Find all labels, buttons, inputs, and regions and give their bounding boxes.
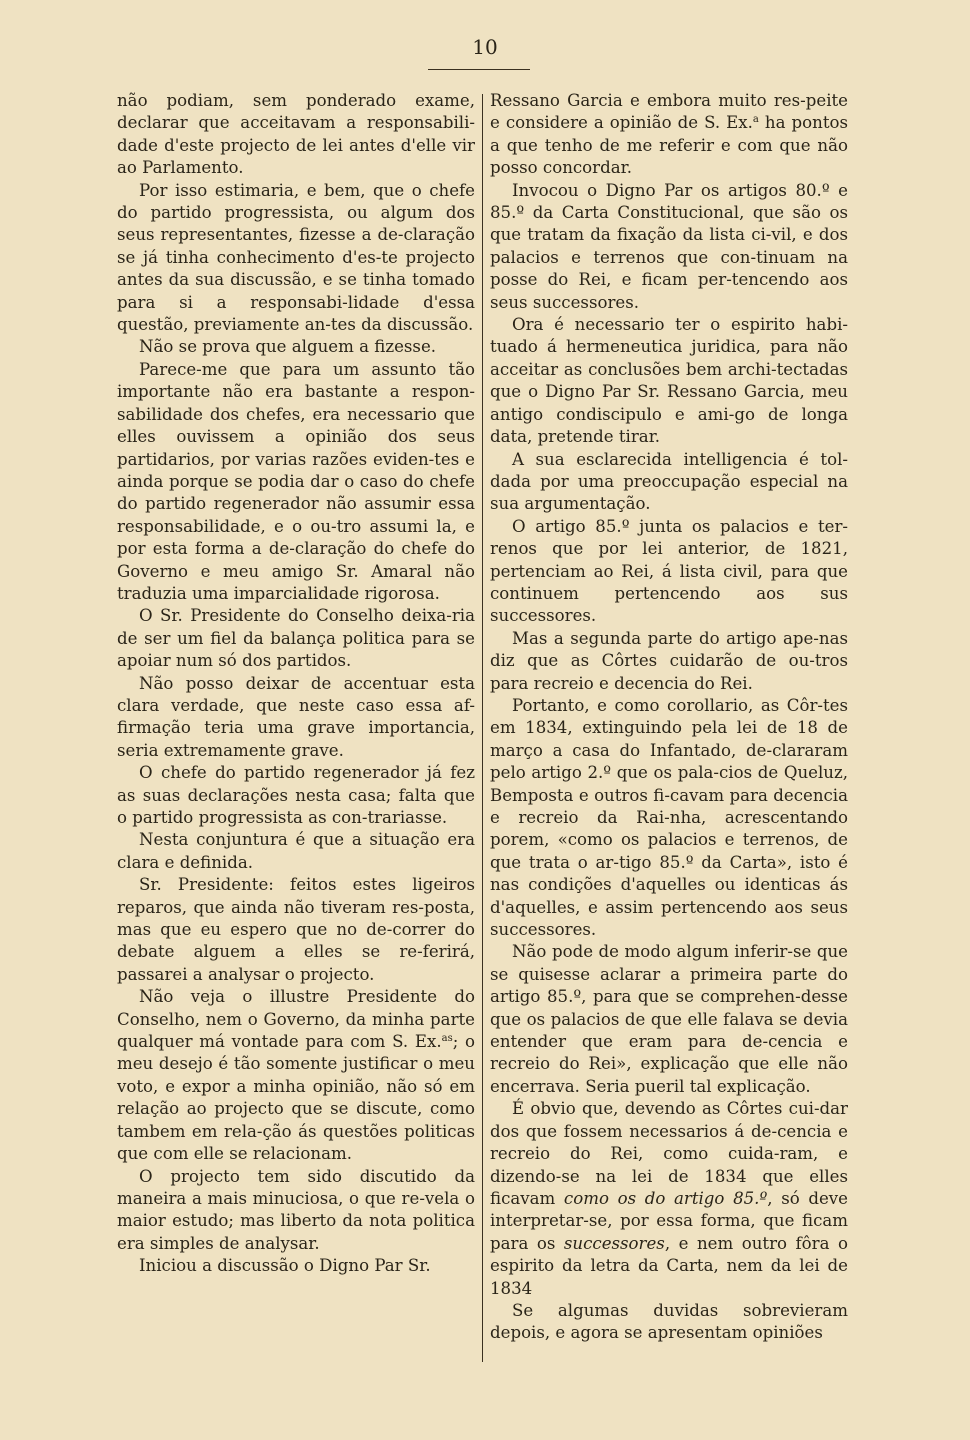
text-run: , e nem outro fôra o espirito da letra da Carta, nem da lei de 1834 [490, 1233, 848, 1298]
text-run: ha pontos a que tenho de me referir e com que não posso concordar. [490, 113, 849, 178]
text-run: É obvio que, devendo as Côrtes cui-dar dos que fossem necessarios á de-cencia e recreio do Rei, como cuida-ram, e dizendo-se na lei de 1834 que elles ficavam [490, 1099, 848, 1208]
superscript: as [441, 1033, 453, 1045]
paragraph: não podiam, sem ponderado exame, declarar que acceitavam a responsabili-dade d'este projecto de lei antes d'elle vir ao Parlamento. [117, 91, 475, 178]
paragraph: A sua esclarecida intelligencia é tol-dada por uma preoccupação especial na sua argumentação. [490, 449, 848, 514]
italic-text: successores [563, 1233, 665, 1253]
header-rule [428, 69, 530, 70]
column-divider [482, 94, 483, 1362]
paragraph: Ora é necessario ter o espirito habi-tuado á hermeneutica juridica, para não acceitar as conclusões bem archi-tectadas que o Digno Par Sr. Ressano Garcia, meu antigo condiscipulo e ami-go de longa data, pretende tirar. [490, 315, 848, 447]
paragraph: Sr. Presidente: feitos estes ligeiros reparos, que ainda não tiveram res-posta, mas que eu espero que no de-correr do debate alguem a elles se re-ferirá, passarei a analysar o projecto. [117, 875, 475, 984]
paragraph: Portanto, e como corollario, as Côr-tes em 1834, extinguindo pela lei de 18 de março a casa do Infantado, de-clararam pelo artigo 2.º que os pala-cios de Queluz, Bemposta e outros fi-cavam para decencia e recreio da Rai-nha, acrescentando porem, «como os palacios e terrenos, de que trata o ar-tigo 85.º da Carta», isto é nas condições d'aquelles ou identicas ás d'aquelles, e assim pertencendo aos seus successores. [490, 695, 848, 940]
paragraph: Por isso estimaria, e bem, que o chefe do partido progressista, ou algum dos seus representantes, fizesse a de-claração se já tinha conhecimento d'es-te projecto antes da sua discussão, e se tinha tomado para si a responsabi-lidade d'essa questão, previamente an-tes da discussão. [117, 180, 475, 335]
paragraph [490, 90, 848, 180]
paragraph: O artigo 85.º junta os palacios e ter-renos que por lei anterior, de 1821, pertenciam ao Rei, á lista civil, para que continuem pertencendo aos sus successores. [490, 516, 848, 626]
superscript: a [752, 114, 759, 126]
paragraph: Mas a segunda parte do artigo ape-nas diz que as Côrtes cuidarão de ou-tros para recreio e decencia do Rei. [490, 628, 848, 693]
left-column [117, 90, 475, 1278]
paragraph: Nesta conjuntura é que a situação era clara e definida. [117, 830, 475, 872]
paragraph: Não se prova que alguem a fizesse. [139, 337, 437, 357]
italic-text: como os do artigo 85.º [563, 1188, 768, 1208]
paragraph [117, 986, 475, 1165]
text-run: Não veja o illustre Presidente do Conselho, nem o Governo, da minha parte qualquer má vontade para com S. Ex. [117, 987, 475, 1052]
text-run: Ressano Garcia e embora muito res-peite e considere a opinião de S. Ex. [490, 91, 848, 133]
paragraph: O chefe do partido regenerador já fez as suas declarações nesta casa; falta que o partido progressista as con-trariasse. [117, 763, 475, 827]
paragraph: Não posso deixar de accentuar esta clara verdade, que neste caso essa af-firmação teria uma grave importancia, seria extremamente grave. [117, 673, 475, 760]
paragraph: O Sr. Presidente do Conselho deixa-ria de ser um fiel da balança politica para se apoiar num só dos partidos. [117, 606, 475, 671]
right-column [490, 90, 848, 1345]
paragraph: O projecto tem sido discutido da maneira a mais minuciosa, o que re-vela o maior estudo; mas liberto da nota politica era simples de analysar. [117, 1166, 475, 1253]
text-run: ; o meu desejo é tão somente justificar o meu voto, e expor a minha opinião, não só em relação ao projecto que se discute, como tambem em rela-ção ás questões politicas que com elle se relacionam. [117, 1032, 476, 1164]
paragraph: Não pode de modo algum inferir-se que se quisesse aclarar a primeira parte do artigo 85.º, para que se comprehen-desse que os palacios de que elle falava se devia entender que eram para de-cencia e recreio do Rei», explicação que elle não encerrava. Seria pueril tal explicação. [490, 942, 848, 1096]
paragraph: Parece-me que para um assunto tão importante não era bastante a respon-sabilidade dos chefes, era necessario que elles ouvissem a opinião dos seus partidarios, por varias razões eviden-tes e ainda porque se podia dar o caso do chefe do partido regenerador não assumir essa responsabilidade, e o ou-tro assumi la, e por esta forma a de-claração do chefe do Governo e meu amigo Sr. Amaral não traduzia uma imparcialidade rigorosa. [117, 359, 475, 603]
page-number: 10 [472, 35, 498, 59]
paragraph: Iniciou a discussão o Digno Par Sr. [139, 1256, 431, 1276]
paragraph: Invocou o Digno Par os artigos 80.º e 85.º da Carta Constitucional, que são os que tratam da fixação da lista ci-vil, e dos palacios e terrenos que con-tinuam na posse do Rei, e ficam per-tencendo aos seus successores. [490, 180, 848, 312]
text-run: , só deve interpretar-se, por essa forma, que ficam para os [490, 1188, 848, 1253]
paragraph: Se algumas duvidas sobrevieram depois, e agora se apresentam opiniões [490, 1300, 848, 1343]
paragraph [490, 1098, 848, 1300]
